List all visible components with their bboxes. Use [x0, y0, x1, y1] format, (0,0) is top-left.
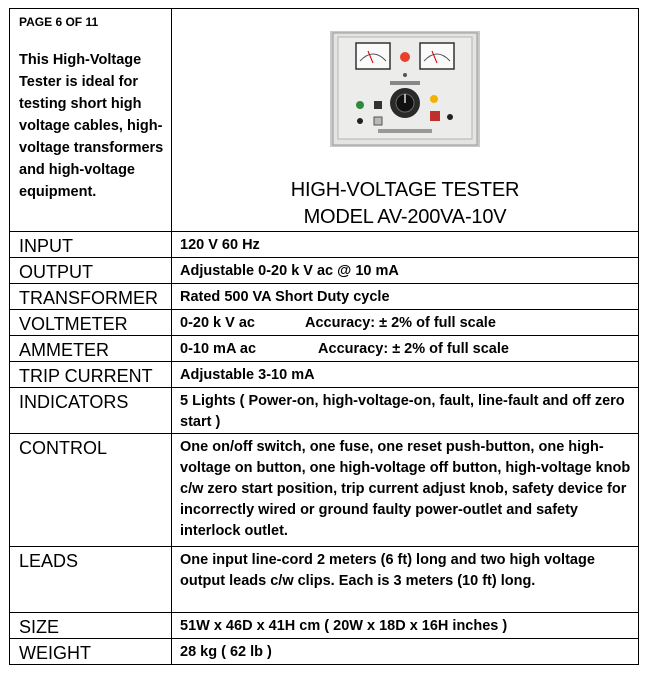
spec-row-weight — [10, 639, 639, 665]
product-title — [172, 177, 638, 231]
spec-table — [9, 8, 639, 665]
spec-row-control — [10, 434, 639, 547]
indicators-value: 5 Lights ( Power-on, high-voltage-on, fault, line-fault and off zero start ) — [172, 388, 639, 434]
spec-row-size — [10, 613, 639, 639]
weight-value: 28 kg ( 62 lb ) — [172, 639, 639, 665]
intro-text: This High-Voltage Tester is ideal for testing short high voltage cables, high-voltage transformers and high-voltage equipment. — [19, 52, 164, 200]
tester-photo — [330, 31, 480, 147]
transformer-value: Rated 500 VA Short Duty cycle — [172, 284, 639, 310]
spec-row-voltmeter — [10, 310, 639, 336]
voltmeter-label: VOLTMETER — [10, 310, 172, 336]
spec-row-trip-current — [10, 362, 639, 388]
ammeter-value: 0-10 mA ac — [180, 341, 257, 357]
spec-row-indicators — [10, 388, 639, 434]
size-label: SIZE — [10, 613, 172, 639]
spec-row-input — [10, 232, 639, 258]
ammeter-accuracy: Accuracy: ± 2% of full scale — [318, 341, 509, 357]
trip-current-value: Adjustable 3-10 mA — [172, 362, 639, 388]
leads-value: One input line-cord 2 meters (6 ft) long and two high voltage output leads c/w clips. Each is 3 meters (10 ft) long. — [172, 547, 639, 613]
spec-row-transformer — [10, 284, 639, 310]
spec-row-leads — [10, 547, 639, 613]
page-number: PAGE 6 OF 11 — [19, 15, 99, 29]
ammeter-label: AMMETER — [10, 336, 172, 362]
tester-device-icon — [330, 31, 480, 147]
intro-cell — [10, 9, 172, 232]
title-line-1: HIGH-VOLTAGE TESTER — [290, 179, 520, 201]
ammeter-cell — [172, 336, 639, 362]
control-value: One on/off switch, one fuse, one reset push-button, one high-voltage on button, one high-voltage off button, high-voltage knob c/w zero start position, trip current adjust knob, safety device for incorrectly wired or ground faulty power-outlet and safety interlock outlet. — [172, 434, 639, 547]
voltmeter-cell — [172, 310, 639, 336]
trip-current-label: TRIP CURRENT — [10, 362, 172, 388]
size-value: 51W x 46D x 41H cm ( 20W x 18D x 16H inches ) — [172, 613, 639, 639]
title-line-2: MODEL AV-200VA-10V — [303, 206, 507, 228]
input-value: 120 V 60 Hz — [172, 232, 639, 258]
indicators-label: INDICATORS — [10, 388, 172, 434]
input-label: INPUT — [10, 232, 172, 258]
leads-label: LEADS — [10, 547, 172, 613]
spec-sheet — [9, 8, 639, 668]
output-label: OUTPUT — [10, 258, 172, 284]
control-label: CONTROL — [10, 434, 172, 547]
output-value: Adjustable 0-20 k V ac @ 10 mA — [172, 258, 639, 284]
title-cell — [172, 9, 639, 232]
transformer-label: TRANSFORMER — [10, 284, 172, 310]
spec-row-output — [10, 258, 639, 284]
spec-row-ammeter — [10, 336, 639, 362]
weight-label: WEIGHT — [10, 639, 172, 665]
voltmeter-value: 0-20 k V ac — [180, 315, 255, 331]
voltmeter-accuracy: Accuracy: ± 2% of full scale — [304, 315, 496, 331]
